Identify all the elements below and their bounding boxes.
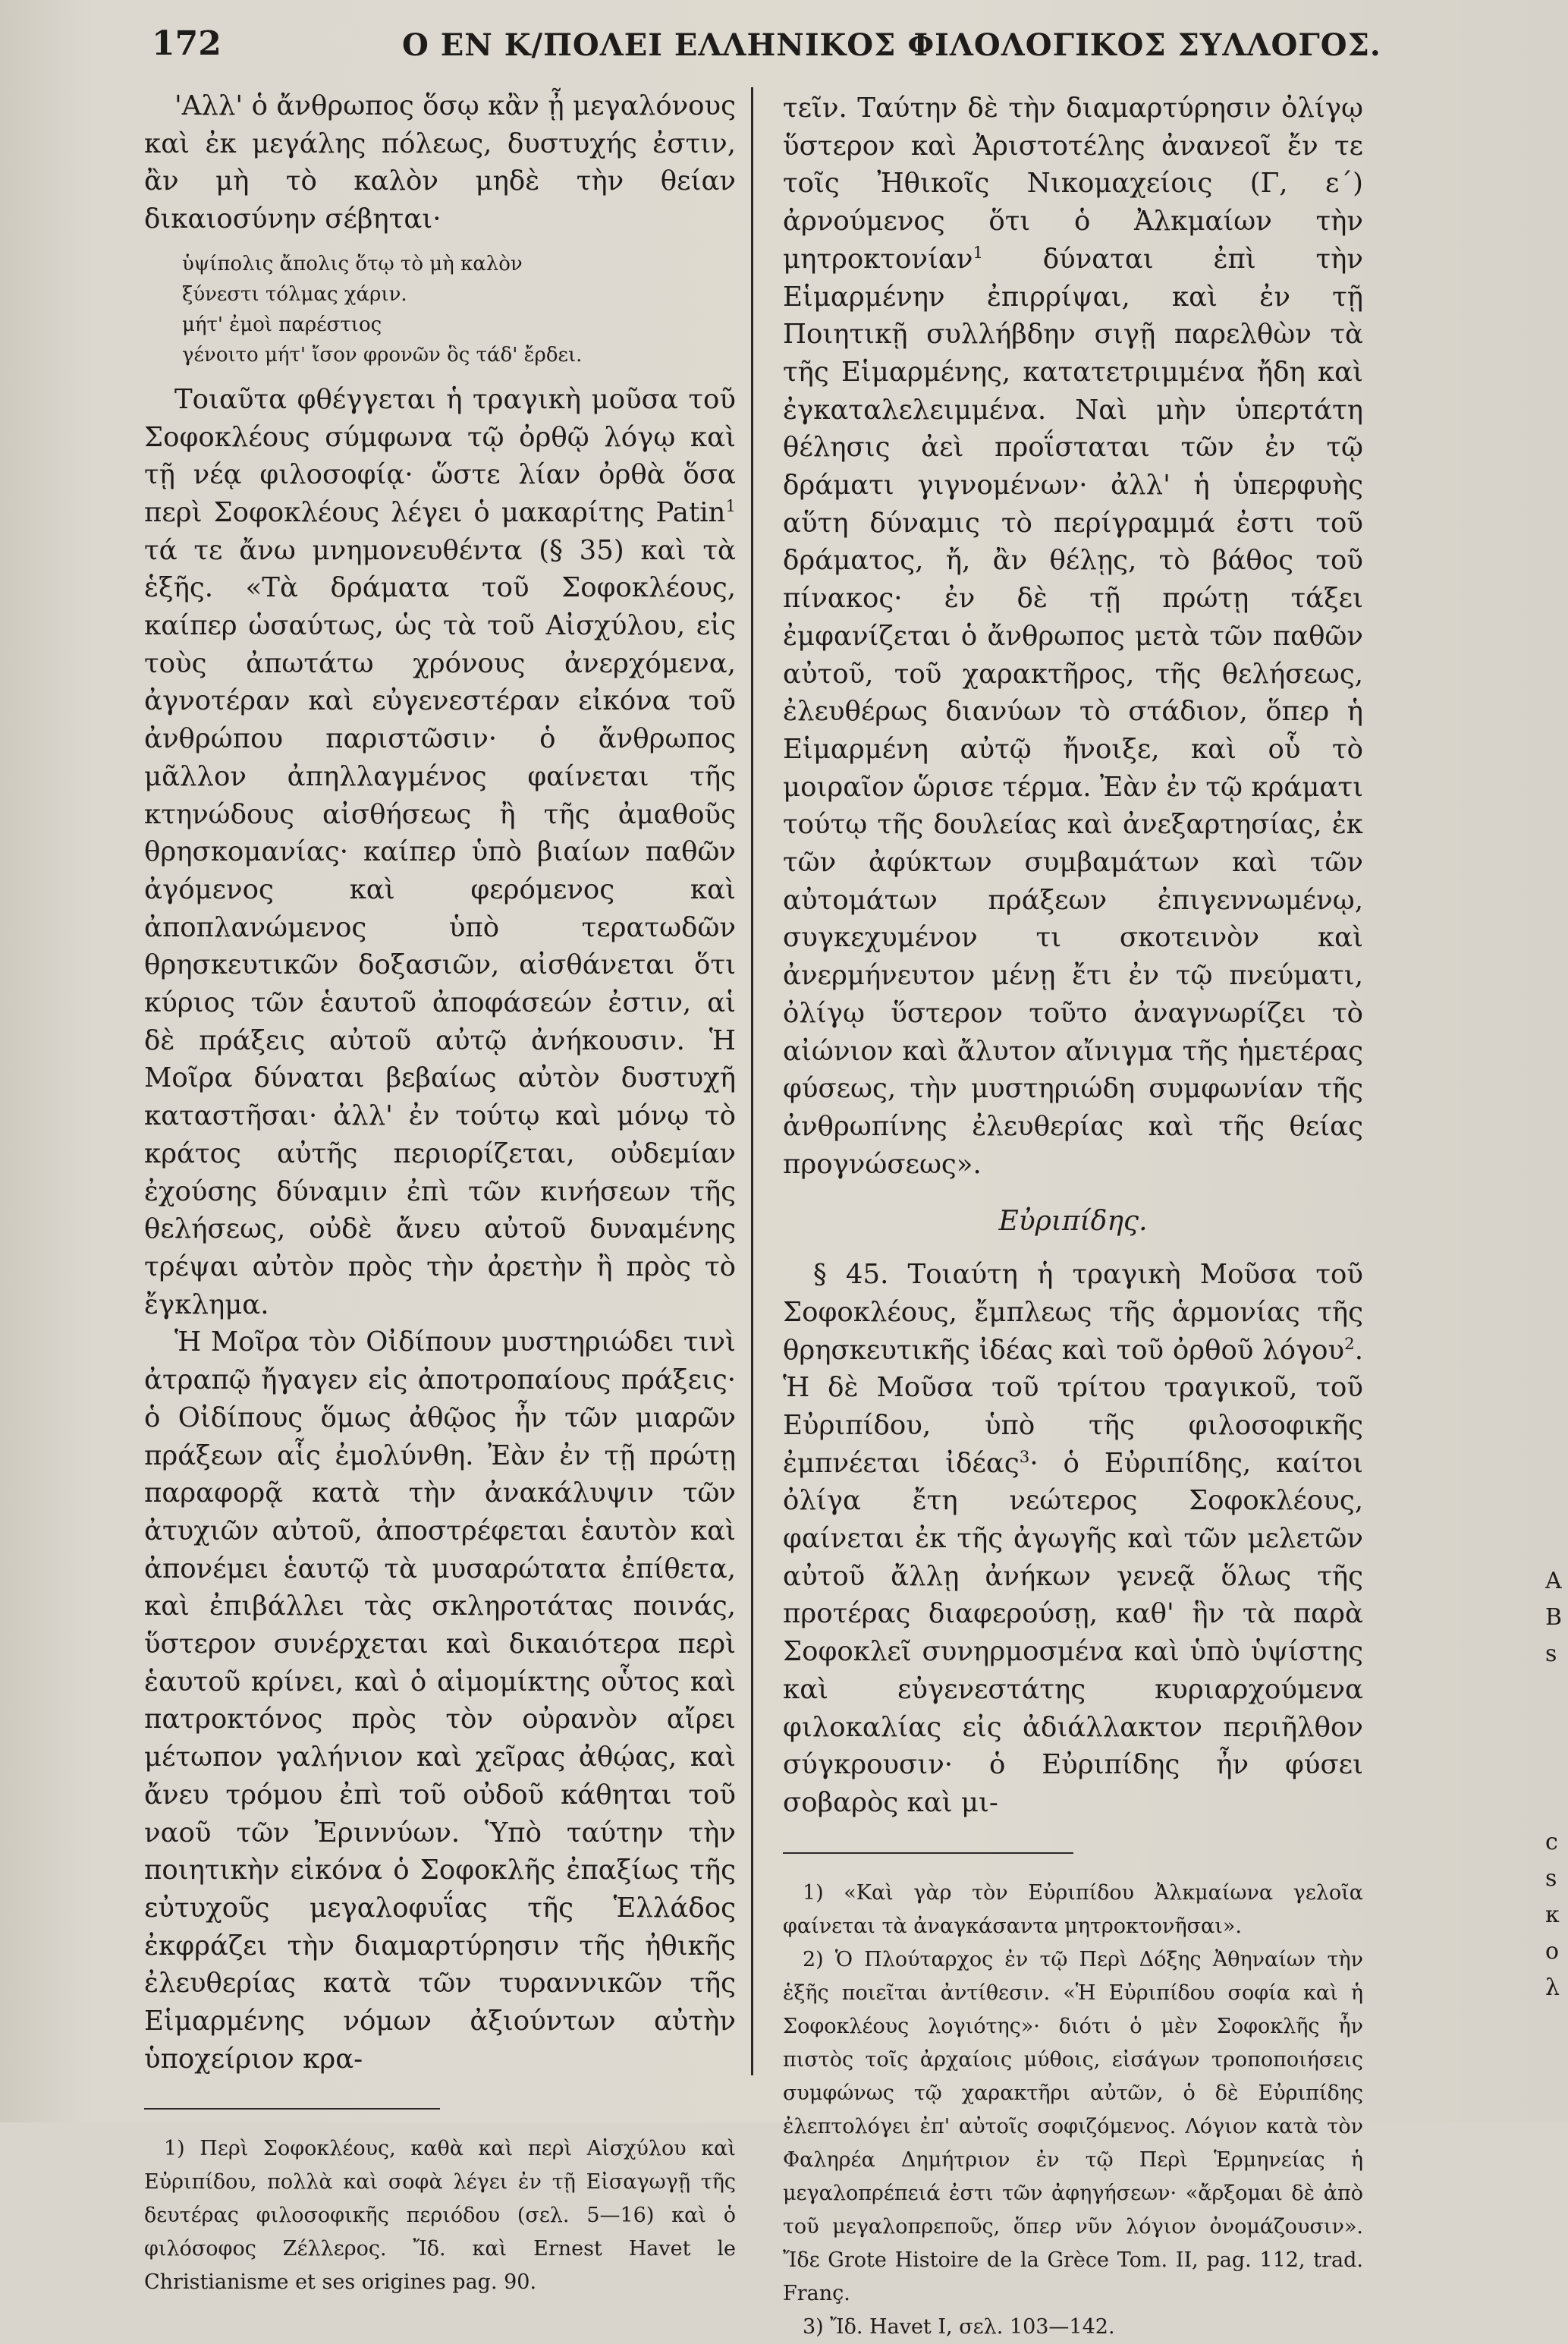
edge-letter: κ (1545, 1902, 1560, 1928)
paragraph (144, 381, 736, 1324)
text-run: τά τε ἄνω μνημονευθέντα (§ 35) καὶ τὰ ἑξῆς. «Τὰ δράματα τοῦ Σοφοκλέους, καίπερ ὡσαύτως, ὡς τὰ τοῦ Αἰσχύλου, εἰς τοὺς ἀπωτάτω χρόνους ἀνερχόμενα, ἀγνοτέραν καὶ εὐγενεστέραν εἰκόνα τοῦ ἀνθρώπου παριστῶσιν· ὁ ἄνθρωπος μᾶλλον ἀπηλλαγμένος φαίνεται τῆς κτηνώδους αἰσθήσεως ἢ τῆς ἀμαθοῦς θρησκομανίας· καίπερ ὑπὸ βιαίων παθῶν ἀγόμενος καὶ φερόμενος καὶ ἀποπλανώμενος ὑπὸ τερατωδῶν θρησκευτικῶν δοξασιῶν, αἰσθάνεται ὅτι κύριος τῶν ἑαυτοῦ ἀποφάσεών ἐστιν, αἱ δὲ πράξεις αὐτοῦ αὐτῷ ἀνήκουσιν. Ἡ Μοῖρα δύναται βεβαίως αὐτὸν δυστυχῆ καταστῆσαι· ἀλλ' ἐν τούτῳ καὶ μόνῳ τὸ κράτος αὐτῆς περιορίζεται, οὐδεμίαν ἐχούσης δύναμιν ἐπὶ τῶν κινήσεων τῆς θελήσεως, οὐδὲ ἄνευ αὐτοῦ δυναμένης τρέψαι αὐτὸν πρὸς τὴν ἀρετὴν ἢ πρὸς τὸ ἔγκλημα. (144, 534, 736, 1320)
footnote-ref: 3 (1019, 1447, 1030, 1467)
section-heading: Εὐριπίδης. (998, 1206, 1148, 1238)
footnote-rule (783, 1852, 1073, 1854)
edge-letter: s (1545, 1641, 1557, 1667)
text-run: δύναται ἐπὶ τὴν Εἱμαρμένην ἐπιρρίψαι, καὶ ἐν τῇ Ποιητικῇ συλλήβδην σιγῇ παρελθὼν τὰ τῆς Εἱμαρμένης, κατατετριμμένα ἤδη καὶ ἐγκαταλελειμμένα. Ναὶ μὴν ὑπερτάτη θέλησις ἀεὶ προΐσταται τῶν ἐν τῷ δράματι γιγνομένων· ἀλλ' ἡ ὑπερφυὴς αὕτη δύναμις τὸ περίγραμμά ἐστι τοῦ δράματος, ἤ, ἂν θέλῃς, τὸ βάθος τοῦ πίνακος· ἐν δὲ τῇ πρώτῃ τάξει ἐμφανίζεται ὁ ἄνθρωπος μετὰ τῶν παθῶν αὐτοῦ, τοῦ χαρακτῆρος, τῆς θελήσεως, ἐλευθέρως διανύων τὸ στάδιον, ὅπερ ἡ Εἱμαρμένη αὐτῷ ἤνοιξε, καὶ οὗ τὸ μοιραῖον ὥρισε τέρμα. Ἐὰν ἐν τῷ κράματι τούτῳ τῆς δουλείας καὶ ἀνεξαρτησίας, ἐκ τῶν ἀφύκτων συμβαμάτων καὶ τῶν αὐτομάτων πράξεων ἐπιγεννωμένῳ, συγκεχυμένον τι σκοτεινὸν καὶ ἀνερμήνευτον μένῃ ἔτι ἐν τῷ πνεύματι, ὀλίγῳ ὕστερον τοῦτο ἀναγνωρίζει τὸ αἰώνιον καὶ ἄλυτον αἴνιγμα τῆς ἡμετέρας φύσεως, τὴν μυστηριώδη συμφωνίαν τῆς ἀνθρωπίνης ἐλευθερίας καὶ τῆς θείας προγνώσεως». (783, 243, 1363, 1180)
edge-letter: s (1545, 1865, 1557, 1892)
footnote-rule (144, 2108, 440, 2110)
text-run: · ὁ Εὐριπίδης, καίτοι ὀλίγα ἔτη νεώτερος Σοφοκλέους, φαίνεται ἐκ τῆς ἀγωγῆς καὶ τῶν μελετῶν αὐτοῦ ἄλλῃ ἀνήκων γενεᾷ ὅλως τῆς προτέρας διαφερούσῃ, καθ' ἣν τὰ παρὰ Σοφοκλεῖ συνηρμοσμένα καὶ ὑπὸ ὑψίστης καὶ εὐγενεστάτης κυριαρχούμενα φιλοκαλίας εἰς ἀδιάλλακτον περιῆλθον σύγκρουσιν· ὁ Εὐριπίδης ἦν φύσει σοβαρὸς καὶ μι- (783, 1447, 1364, 1818)
paragraph (783, 90, 1363, 1183)
footnote-ref: 1 (725, 497, 736, 517)
footnote: 3) Ἴδ. Havet I, σελ. 103—142. (803, 2314, 1115, 2339)
column-divider (751, 87, 753, 2075)
edge-letter: λ (1545, 1974, 1560, 2001)
right-column (783, 90, 1363, 2344)
verse-line: ὑψίπολις ἄπολις ὅτῳ τὸ μὴ καλὸν (182, 252, 523, 275)
edge-letter: ο (1545, 1938, 1560, 1965)
text-run: . Ἡ δὲ Μοῦσα τοῦ τρίτου τραγικοῦ, τοῦ Εὐριπίδου, ὑπὸ τῆς φιλοσοφικῆς ἐμπνέεται ἰδέας (783, 1334, 1363, 1479)
footnote-ref: 1 (973, 243, 984, 263)
verse-line: ξύνεστι τόλμας χάριν. (182, 282, 407, 306)
adjacent-page-edge (1545, 1563, 1562, 2006)
paragraph: 'Αλλ' ὁ ἄνθρωπος ὅσῳ κἂν ᾖ μεγαλόνους καὶ ἐκ μεγάλης πόλεως, δυστυχής ἐστιν, ἂν μὴ τὸ καλὸν μηδὲ τὴν θείαν δικαιοσύνην σέβηται· (144, 90, 736, 235)
verse-line: γένοιτο μήτ' ἴσον φρονῶν ὃς τάδ' ἔρδει. (182, 343, 583, 367)
footnote-ref: 2 (1344, 1334, 1355, 1354)
edge-letter: c (1545, 1829, 1558, 1855)
edge-letter: A (1545, 1568, 1562, 1594)
footnote: 1) «Καὶ γὰρ τὸν Εὐριπίδου Ἀλκμαίωνα γελοῖα φαίνεται τὰ ἀναγκάσαντα μητροκτονῆσαι». (783, 1880, 1363, 1938)
running-title: Ο ΕΝ Κ/ΠΟΛΕΙ ΕΛΛΗΝΙΚΟΣ ΦΙΛΟΛΟΓΙΚΟΣ ΣΥΛΛΟΓΟΣ. (402, 27, 1381, 63)
text-run: τεῖν. Ταύτην δὲ τὴν διαμαρτύρησιν ὀλίγῳ ὕστερον καὶ Ἀριστοτέλης ἀνανεοῖ ἔν τε τοῖς Ἠθικοῖς Νικομαχείοις (Γ, ε΄) ἀρνούμενος ὅτι ὁ Ἀλκμαίων τὴν μητροκτονίαν (783, 93, 1363, 275)
text-run: § 45. Τοιαύτη ἡ τραγικὴ Μοῦσα τοῦ Σοφοκλέους, ἔμπλεως τῆς ἁρμονίας τῆς θρησκευτικῆς ἰδέας καὶ τοῦ ὀρθοῦ λόγου (783, 1259, 1363, 1366)
footnote: 2) Ὁ Πλούταρχος ἐν τῷ Περὶ Δόξης Ἀθηναίων τὴν ἑξῆς ποιεῖται ἀντίθεσιν. «Ἡ Εὐριπίδου σοφία καὶ ἡ Σοφοκλέους λογιότης»· διότι ὁ μὲν Σοφοκλῆς ἦν πιστὸς τοῖς ἀρχαίοις μύθοις, εἰσάγων τροποποιήσεις συμφώνως τῷ χαρακτῆρι αὐτῶν, ὁ δὲ Εὐριπίδης ἐλεπτολόγει ἐπ' αὐτοῖς σοφιζόμενος. Λόγιον κατὰ τὸν Φαληρέα Δημήτριον ἐν τῷ Περὶ Ἑρμηνείας ἡ μεγαλοπρέπειά ἐστι τῶν ἀφηγήσεων· «ἄρξομαι δὲ ἀπὸ τοῦ μεγαλοπρεποῦς, ὅπερ νῦν λόγιον ὀνομάζουσιν». Ἴδε Grote Histoire de la Grèce Tom. II, pag. 112, trad. Franç. (783, 1947, 1363, 2305)
edge-letter: B (1545, 1604, 1562, 1631)
left-column (144, 87, 736, 2299)
page-header (152, 24, 1381, 70)
paragraph (783, 1256, 1363, 1822)
page-number: 172 (152, 24, 222, 63)
text-run: Τοιαῦτα φθέγγεται ἡ τραγικὴ μοῦσα τοῦ Σοφοκλέους σύμφωνα τῷ ὀρθῷ λόγῳ καὶ τῇ νέᾳ φιλοσοφίᾳ· ὥστε λίαν ὀρθὰ ὅσα περὶ Σοφοκλέους λέγει ὁ μακαρίτης Patin (144, 383, 736, 528)
footnote: 1) Περὶ Σοφοκλέους, καθὰ καὶ περὶ Αἰσχύλου καὶ Εὐριπίδου, πολλὰ καὶ σοφὰ λέγει ἐν τῇ Εἰσαγωγῇ τῆς δευτέρας φιλοσοφικῆς περιόδου (σελ. 5—16) καὶ ὁ φιλόσοφος Ζέλλερος. Ἴδ. καὶ Ernest Havet le Christianisme et ses origines pag. 90. (144, 2137, 736, 2295)
verse-quotation (182, 249, 736, 370)
paragraph: Ἡ Μοῖρα τὸν Οἰδίπουν μυστηριώδει τινὶ ἀτραπῷ ἤγαγεν εἰς ἀποτροπαίους πράξεις· ὁ Οἰδίπους ὅμως ἀθῷος ἦν τῶν μιαρῶν πράξεων αἷς ἐμολύνθη. Ἐὰν ἐν τῇ πρώτῃ παραφορᾷ κατὰ τὴν ἀνακάλυψιν τῶν ἀτυχιῶν αὐτοῦ, ἀποστρέφεται ἑαυτὸν καὶ ἀπονέμει ἑαυτῷ τὰ μυσαρώτατα ἐπίθετα, καὶ ἐπιβάλλει τὰς σκληροτάτας ποινάς, ὕστερον συνέρχεται καὶ δικαιότερα περὶ ἑαυτοῦ κρίνει, καὶ ὁ αἱμομίκτης οὗτος καὶ πατροκτόνος πρὸς τὸν οὐρανὸν αἴρει μέτωπον γαλήνιον καὶ χεῖρας ἀθῴας, καὶ ἄνευ τρόμου ἐπὶ τοῦ οὐδοῦ κάθηται τοῦ ναοῦ τῶν Ἐριννύων. Ὑπὸ ταύτην τὴν ποιητικὴν εἰκόνα ὁ Σοφοκλῆς ἐπαξίως τῆς εὐτυχοῦς μεγαλοφυΐας τῆς Ἑλλάδος ἐκφράζει τὴν διαμαρτύρησιν τῆς ἠθικῆς ἐλευθερίας κατὰ τῶν τυραννικῶν τῆς Εἱμαρμένης νόμων ἀξιούντων αὐτὴν ὑποχείριον κρα- (144, 1326, 736, 2075)
verse-line: μήτ' ἐμοὶ παρέστιος (182, 313, 382, 336)
